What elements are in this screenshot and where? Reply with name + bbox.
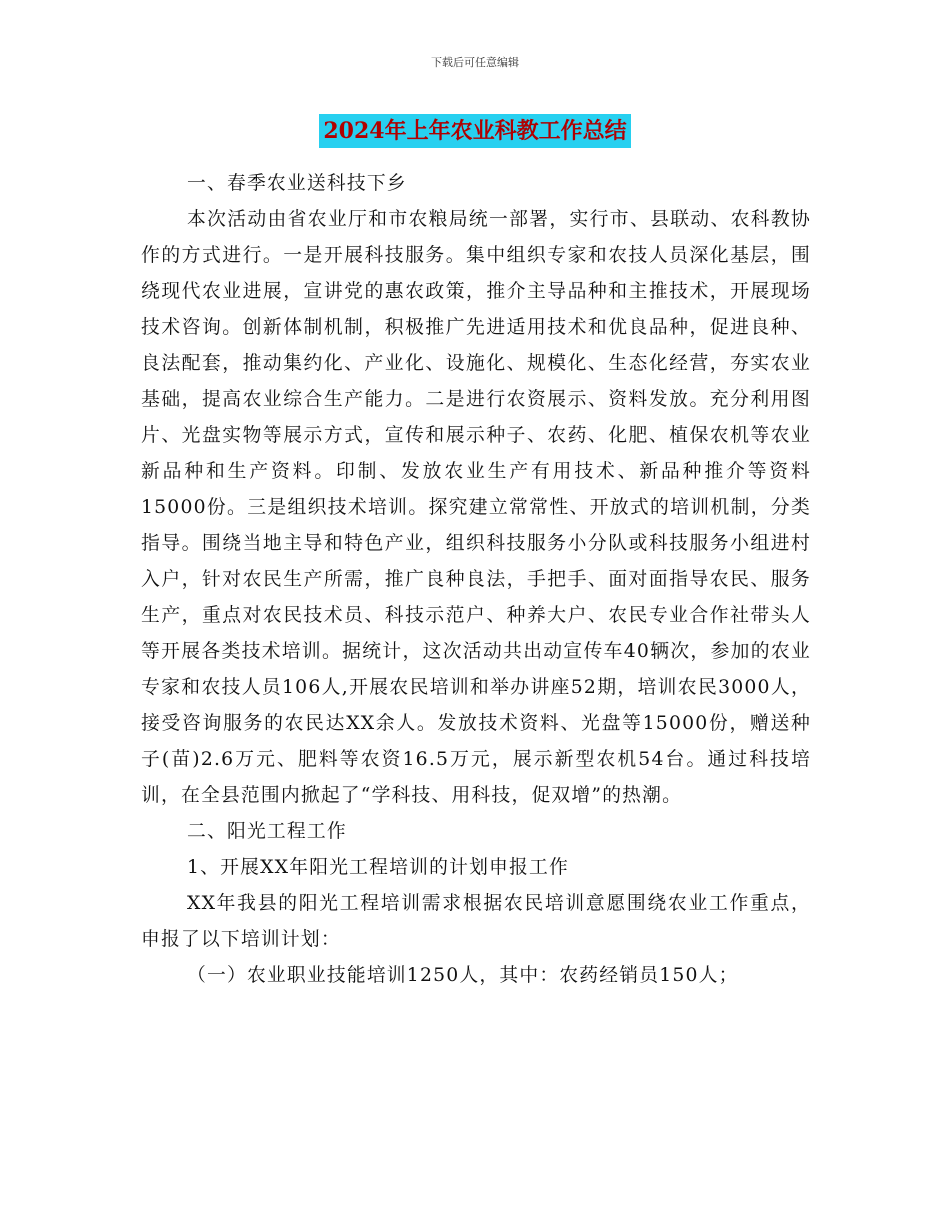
section-2-paragraph: XX年我县的阳光工程培训需求根据农民培训意愿围绕农业工作重点，申报了以下培训计划： — [141, 893, 811, 950]
title-container — [0, 114, 950, 148]
list-item-1: （一）农业职业技能培训1250人，其中：农药经销员150人； — [187, 965, 739, 986]
section-heading-1: 一、春季农业送科技下乡 — [187, 173, 407, 194]
header-note: 下载后可任意编辑 — [431, 56, 519, 69]
section-heading-2: 二、阳光工程工作 — [187, 821, 347, 842]
section-1-paragraph: 本次活动由省农业厅和市农粮局统一部署，实行市、县联动、农科教协作的方式进行。一是开展科技服务。集中组织专家和农技人员深化基层，围绕现代农业进展，宣讲党的惠农政策，推介主导品种和主推技术，开展现场技术咨询。创新体制机制，积极推广先进适用技术和优良品种，促进良种、良法配套，推动集约化、产业化、设施化、规模化、生态化经营，夯实农业基础，提高农业综合生产能力。二是进行农资展示、资料发放。充分利用图片、光盘实物等展示方式，宣传和展示种子、农药、化肥、植保农机等农业新品种和生产资料。印制、发放农业生产有用技术、新品种推介等资料15000份。三是组织技术培训。探究建立常常性、开放式的培训机制，分类指导。围绕当地主导和特色产业，组织科技服务小分队或科技服务小组进村入户，针对农民生产所需，推广良种良法，手把手、面对面指导农民、服务生产，重点对农民技术员、科技示范户、种养大户、农民专业合作社带头人等开展各类技术培训。据统计，这次活动共出动宣传车40辆次，参加的农业专家和农技人员106人,开展农民培训和举办讲座52期，培训农民3000人，接受咨询服务的农民达XX余人。发放技术资料、光盘等15000份，赠送种子(苗)2.6万元、肥料等农资16.5万元，展示新型农机54台。通过科技培训，在全县范围内掀起了“学科技、用科技，促双增”的热潮。 — [141, 209, 811, 806]
document-body — [141, 166, 811, 994]
document-title: 2024年上年农业科教工作总结 — [319, 114, 630, 148]
subsection-heading-1: 1、开展XX年阳光工程培训的计划申报工作 — [187, 857, 569, 878]
